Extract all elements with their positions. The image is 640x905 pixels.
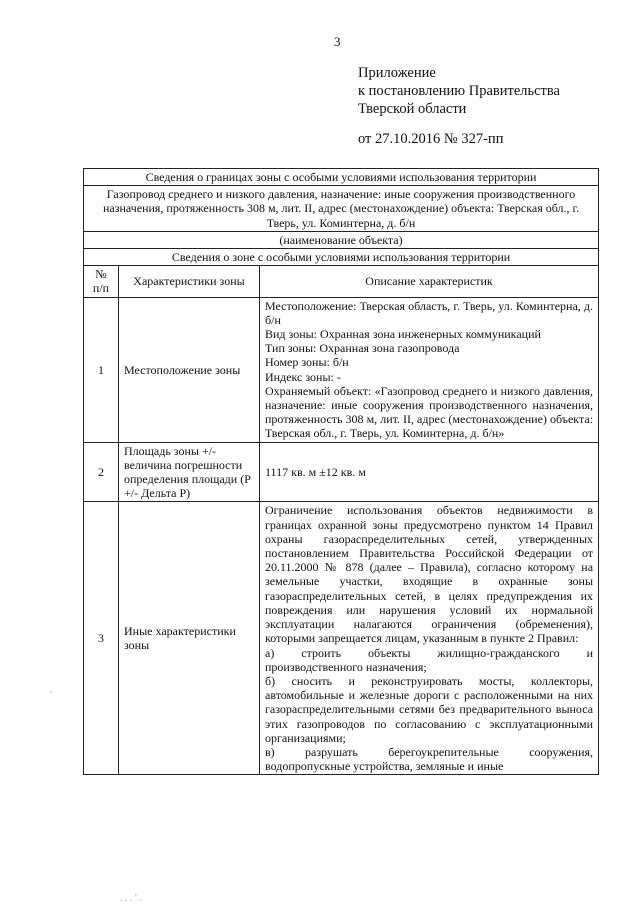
appendix-header — [358, 64, 560, 148]
description-line: Индекс зоны: - — [265, 369, 341, 384]
description-line: Номер зоны: б/н — [265, 355, 349, 370]
table-row — [84, 297, 599, 442]
table-row — [84, 502, 599, 775]
row-number: 3 — [84, 502, 119, 775]
description-line: Охраняемый объект: «Газопровод среднего и низкого давления, назначение: иные сооружения производственного назначения, протяженность 308 м, лит. II, адрес (местонахождение) объекта: Тверская обл., г. Тверь, ул. Коминтерна, д. б/н» — [265, 383, 594, 441]
row-characteristic: Иные характеристики зоны — [119, 502, 260, 775]
row-characteristic: Площадь зоны +/- величина погрешности определения площади (Р +/- Дельта Р) — [119, 442, 260, 502]
row-number: 1 — [84, 297, 119, 442]
zone-info-table — [83, 168, 599, 775]
description-line: 1117 кв. м ±12 кв. м — [265, 464, 366, 479]
object-name: Газопровод среднего и низкого давления, назначение: иные сооружения производственного назначения, протяженность 308 м, лит. II, адрес (местонахождение) объекта: Тверская обл., г. Тверь, ул. Коминтерна, д. б/н — [84, 186, 599, 232]
row-description — [260, 297, 599, 442]
column-header-characteristics: Характеристики зоны — [119, 266, 260, 297]
table-title: Сведения о границах зоны с особыми условиями использования территории — [84, 169, 599, 186]
description-line: в) разрушать берегоукрепительные сооружения, водопропускные устройства, земляные и иные — [265, 744, 594, 774]
description-line: б) сносить и реконструировать мосты, коллекторы, автомобильные и железные дороги с расположенными на них газораспределительными сетями без предварительного выноса этих газопроводов по согласованию с эксплуатационными организациями; — [265, 673, 594, 745]
row-number: 2 — [84, 442, 119, 502]
appendix-line-1: Приложение — [358, 65, 436, 81]
appendix-line-2: к постановлению Правительства — [358, 83, 560, 99]
column-header-description: Описание характеристик — [260, 266, 599, 297]
scan-artifact: . . . ' . — [120, 893, 142, 904]
description-line: Тип зоны: Охранная зона газопровода — [265, 341, 460, 356]
appendix-line-3: Тверской области — [358, 101, 467, 117]
zone-info-header: Сведения о зоне с особыми условиями использования территории — [84, 249, 599, 266]
appendix-date: от 27.10.2016 № 327-пп — [358, 131, 504, 147]
object-caption: (наименование объекта) — [84, 231, 599, 248]
description-line: Ограничение использования объектов недвижимости в границах охранной зоны предусмотрено пунктом 14 Правил охраны газораспределительных сетей, утвержденных постановлением Правительства Российской Федерации от 20.11.2000 № 878 (далее – Правила), согласно которому на земельные участки, входящие в охранные зоны газораспределительных сетей, в целях предупреждения их повреждения или нарушения условий их нормальной эксплуатации налагаются ограничения (обременения), которыми запрещается лицам, указанным в пункте 2 Правил: — [265, 503, 594, 646]
scan-artifact: ' — [50, 690, 52, 701]
column-header-num: № п/п — [84, 266, 119, 297]
description-line: Местоположение: Тверская область, г. Тверь, ул. Коминтерна, д. б/н — [265, 298, 594, 327]
description-line: Вид зоны: Охранная зона инженерных коммуникаций — [265, 327, 541, 342]
row-description — [260, 442, 599, 502]
description-line: а) строить объекты жилищно-гражданского и производственного назначения; — [265, 645, 594, 674]
page-number: 3 — [334, 34, 341, 49]
table-row — [84, 442, 599, 502]
row-description — [260, 502, 599, 775]
row-characteristic: Местоположение зоны — [119, 297, 260, 442]
